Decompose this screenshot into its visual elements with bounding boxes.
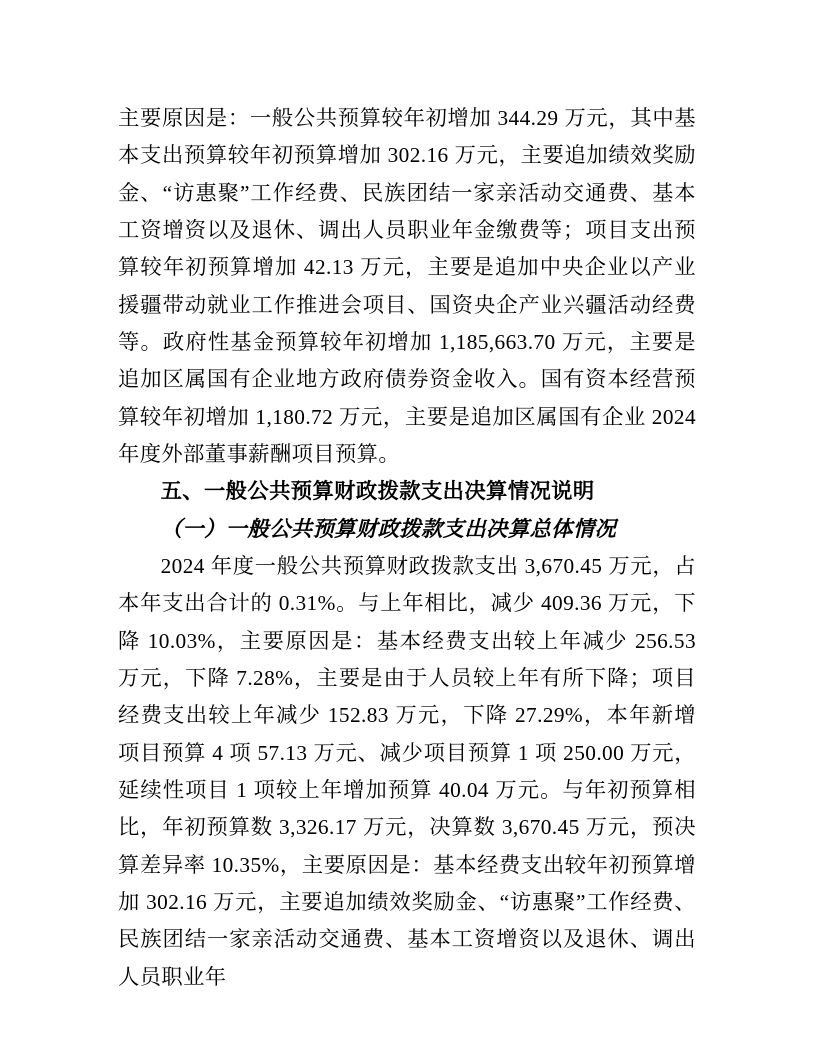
document-body (118, 100, 696, 996)
heading-section-five: 五、一般公共预算财政拨款支出决算情况说明 (160, 479, 595, 504)
paragraph-expenditure-overview: 2024 年度一般公共预算财政拨款支出 3,670.45 万元，占本年支出合计的 0.31%。与上年相比，减少 409.36 万元，下降 10.03%，主要原因是：基本经费支出较上年减少 256.53 万元，下降 7.28%，主要是由于人员较上年有所下降；项目经费支出较上年减少 152.83 万元，下降 27.29%，本年新增项目预算 4 项 57.13 万元、减少项目预算 1 项 250.00 万元，延续性项目 1 项较上年增加预算 40.04 万元。与年初预算相比，年初预算数 3,326.17 万元，决算数 3,670.45 万元，预决算差异率 10.35%，主要原因是：基本经费支出较年初预算增加 302.16 万元，主要追加绩效奖励金、“访惠聚”工作经费、民族团结一家亲活动交通费、基本工资增资以及退休、调出人员职业年 (118, 553, 696, 989)
paragraph-budget-increase-reasons: 主要原因是：一般公共预算较年初增加 344.29 万元，其中基本支出预算较年初预算增加 302.16 万元，主要追加绩效奖励金、“访惠聚”工作经费、民族团结一家亲活动交通费、基本工资增资以及退休、调出人员职业年金缴费等；项目支出预算较年初预算增加 42.13 万元，主要是追加中央企业以产业援疆带动就业工作推进会项目、国资央企产业兴疆活动经费等。政府性基金预算较年初增加 1,185,663.70 万元，主要是追加区属国有企业地方政府债券资金收入。国有资本经营预算较年初增加 1,180.72 万元，主要是追加区属国有企业 2024 年度外部董事薪酬项目预算。 (118, 106, 696, 466)
heading-subsection-one: （一）一般公共预算财政拨款支出决算总体情况 (160, 516, 617, 541)
